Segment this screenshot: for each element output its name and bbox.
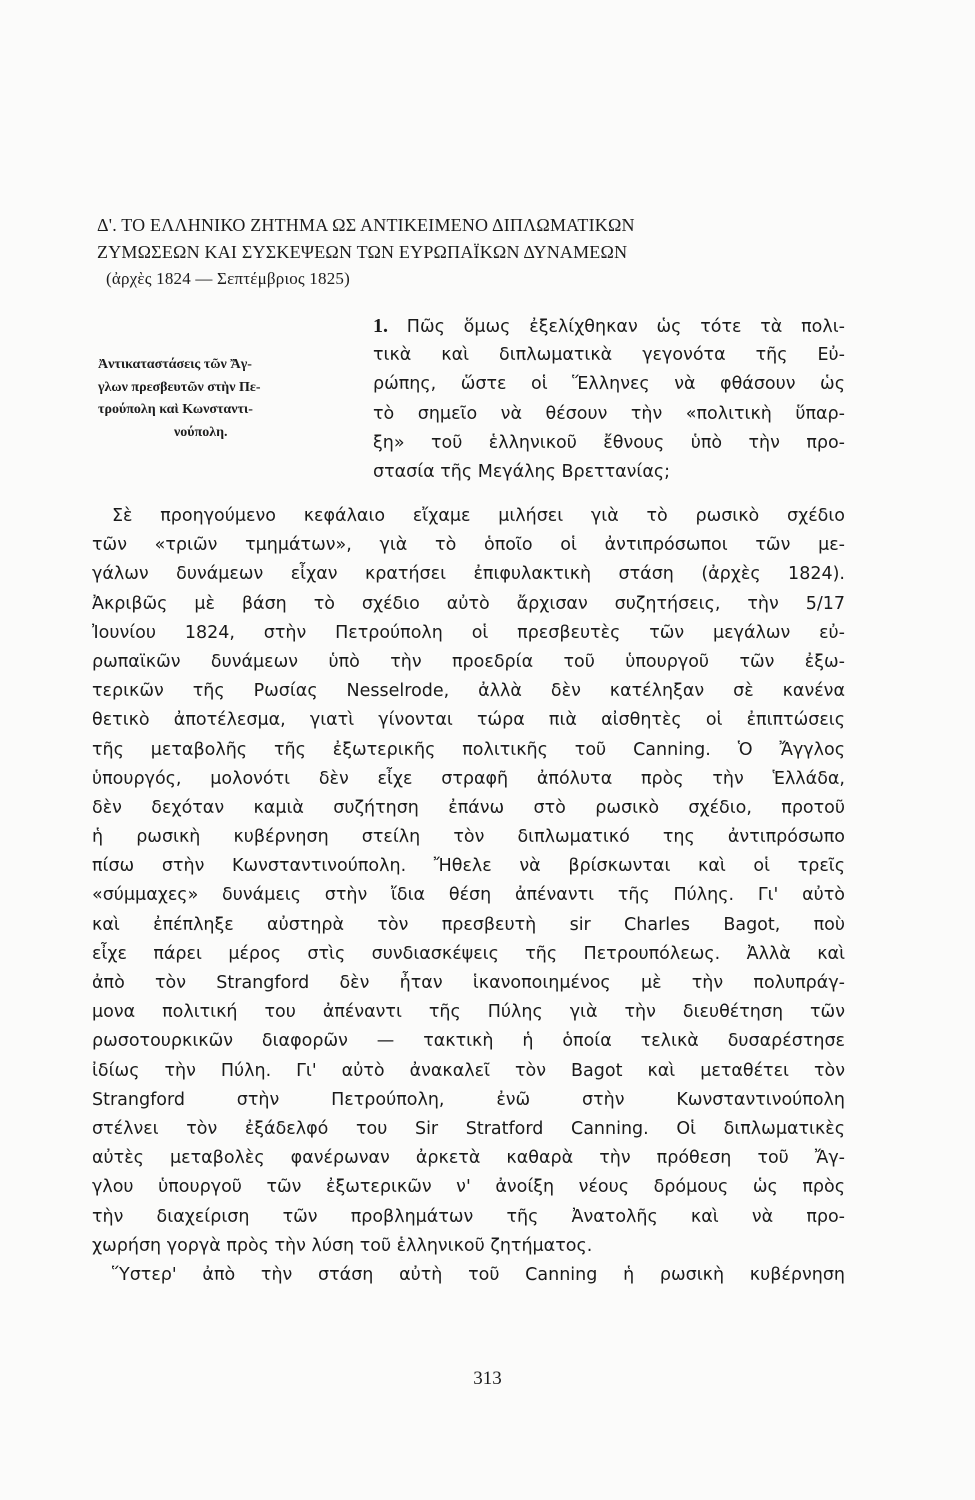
- body-line: Ὕστερ' ἀπὸ τὴν στάση αὐτὴ τοῦ Canning ἡ ρωσικὴ κυβέρνηση: [112, 1264, 845, 1285]
- body-line: Strangford στὴν Πετρούπολη, ἐνῶ στὴν Κωνσταντινούπολη: [92, 1089, 845, 1110]
- body-line: τὴν διαχείριση τῶν προβλημάτων τῆς Ἀνατολῆς καὶ νὰ προ-: [92, 1206, 845, 1227]
- body-line: ἰδίως τὴν Πύλη. Γι' αὐτὸ ἀνακαλεῖ τὸν Bagot καὶ μεταθέτει τὸν: [92, 1060, 845, 1081]
- margin-note-line: τρούπολη καὶ Κωνσταντι-: [98, 402, 253, 417]
- body-line: ρωσοτουρκικῶν διαφορῶν — τακτικὴ ἡ ὁποία τελικὰ δυσαρέστησε: [92, 1031, 845, 1052]
- body-line: γάλων δυνάμεων εἶχαν κρατήσει ἐπιφυλακτικὴ στάση (ἀρχὲς 1824).: [92, 564, 845, 585]
- body-line: Ἰουνίου 1824, στὴν Πετρούπολη οἱ πρεσβευτὲς τῶν μεγάλων εὐ-: [92, 622, 845, 643]
- body-line: στέλνει τὸν ἐξάδελφό του Sir Stratford Canning. Οἱ διπλωματικὲς: [92, 1118, 845, 1139]
- page-number: 313: [473, 1368, 502, 1389]
- body-line: θετικὸ ἀποτέλεσμα, γιατὶ γίνονται τώρα πιὰ αἰσθητὲς οἱ ἐπιπτώσεις: [92, 710, 845, 731]
- body-line: ὑπουργός, μολονότι δὲν εἶχε στραφῆ ἀπόλυτα πρὸς τὴν Ἑλλάδα,: [92, 768, 845, 789]
- body-line: ἀπὸ τὸν Strangford δὲν ἦταν ἱκανοποιημένος μὲ τὴν πολυπράγ-: [92, 973, 845, 993]
- body-line: πίσω στὴν Κωνσταντινούπολη. Ἤθελε νὰ βρίσκωνται καὶ οἱ τρεῖς: [92, 856, 845, 877]
- body-line: τερικῶν τῆς Ρωσίας Nesselrode, ἀλλὰ δὲν κατέληξαν σὲ κανένα: [92, 681, 845, 702]
- body-line: μονα πολιτική του ἀπέναντι τῆς Πύλης γιὰ τὴν διευθέτηση τῶν: [92, 1002, 845, 1023]
- chapter-heading-line-1: Δ'. ΤΟ ΕΛΛΗΝΙΚΟ ΖΗΤΗΜΑ ΩΣ ΑΝΤΙΚΕΙΜΕΝΟ ΔΙΠΛΩΜΑΤΙΚΩΝ: [97, 215, 635, 235]
- body-line: «σύμμαχες» δυνάμεις στὴν ἴδια θέση ἀπέναντι τῆς Πύλης. Γι' αὐτὸ: [92, 885, 845, 906]
- body-line: καὶ ἐπέπληξε αὐστηρὰ τὸν πρεσβευτὴ sir Charles Bagot, ποὺ: [92, 914, 845, 935]
- body-line: γλου ὑπουργοῦ τῶν ἐξωτερικῶν ν' ἀνοίξη νέους δρόμους ὡς πρὸς: [92, 1177, 845, 1198]
- lead-line: ξη» τοῦ ἑλληνικοῦ ἔθνους ὑπὸ τὴν προ-: [373, 432, 845, 453]
- body-line: ἡ ρωσικὴ κυβέρνηση στείλη τὸν διπλωματικό της ἀντιπρόσωπο: [92, 827, 845, 848]
- body-line: δὲν δεχόταν καμιὰ συζήτηση ἐπάνω στὸ ρωσικὸ σχέδιο, προτοῦ: [92, 797, 845, 818]
- section-lead: [373, 312, 845, 487]
- margin-note-line: Ἀντικαταστάσεις τῶν Ἄγ-: [98, 357, 252, 372]
- margin-note: [98, 354, 296, 444]
- lead-line-text: Πῶς ὅμως ἐξελίχθηκαν ὡς τότε τὰ πολι-: [406, 317, 845, 337]
- body-line: τῆς μεταβολῆς τῆς ἐξωτερικῆς πολιτικῆς τοῦ Canning. Ὁ Ἄγγλος: [92, 739, 845, 760]
- lead-line: τικὰ καὶ διπλωματικὰ γεγονότα τῆς Εὐ-: [373, 345, 845, 366]
- lead-line: τὸ σημεῖο νὰ θέσουν τὴν «πολιτικὴ ὕπαρ-: [373, 403, 845, 424]
- body-line: εἶχε πάρει μέρος στὶς συνδιασκέψεις τῆς Πετρουπόλεως. Ἀλλὰ καὶ: [92, 943, 845, 964]
- body-line: Σὲ προηγούμενο κεφάλαιο εἴχαμε μιλήσει γιὰ τὸ ρωσικὸ σχέδιο: [112, 506, 845, 526]
- body-line: τῶν «τριῶν τμημάτων», γιὰ τὸ ὁποῖο οἱ ἀντιπρόσωποι τῶν με-: [92, 535, 845, 556]
- body-line: Ἀκριβῶς μὲ βάση τὸ σχέδιο αὐτὸ ἄρχισαν συζητήσεις, τὴν 5/17: [92, 593, 845, 614]
- body-line: ρωπαϊκῶν δυνάμεων ὑπὸ τὴν προεδρία τοῦ ὑπουργοῦ τῶν ἐξω-: [92, 651, 845, 672]
- body-text: [92, 502, 845, 1290]
- body-line: αὐτὲς μεταβολὲς φανέρωναν ἀρκετὰ καθαρὰ τὴν πρόθεση τοῦ Ἄγ-: [92, 1148, 845, 1169]
- lead-line: ρώπης, ὥστε οἱ Ἕλληνες νὰ φθάσουν ὡς: [373, 374, 845, 395]
- section-number: 1.: [373, 315, 388, 337]
- lead-line: στασία τῆς Μεγάλης Βρεττανίας;: [373, 461, 671, 482]
- margin-note-line: νούπολη.: [174, 424, 228, 440]
- chapter-heading-line-2: ΖΥΜΩΣΕΩΝ ΚΑΙ ΣΥΣΚΕΨΕΩΝ ΤΩΝ ΕΥΡΩΠΑΪΚΩΝ ΔΥΝΑΜΕΩΝ: [97, 242, 628, 262]
- lead-line: [373, 312, 845, 341]
- chapter-heading-dates: (ἀρχὲς 1824 — Σεπτέμβριος 1825): [106, 269, 350, 288]
- margin-note-line: γλων πρεσβευτῶν στὴν Πε-: [98, 379, 261, 395]
- body-line: χωρήση γοργὰ πρὸς τὴν λύση τοῦ ἑλληνικοῦ ζητήματος.: [92, 1235, 593, 1256]
